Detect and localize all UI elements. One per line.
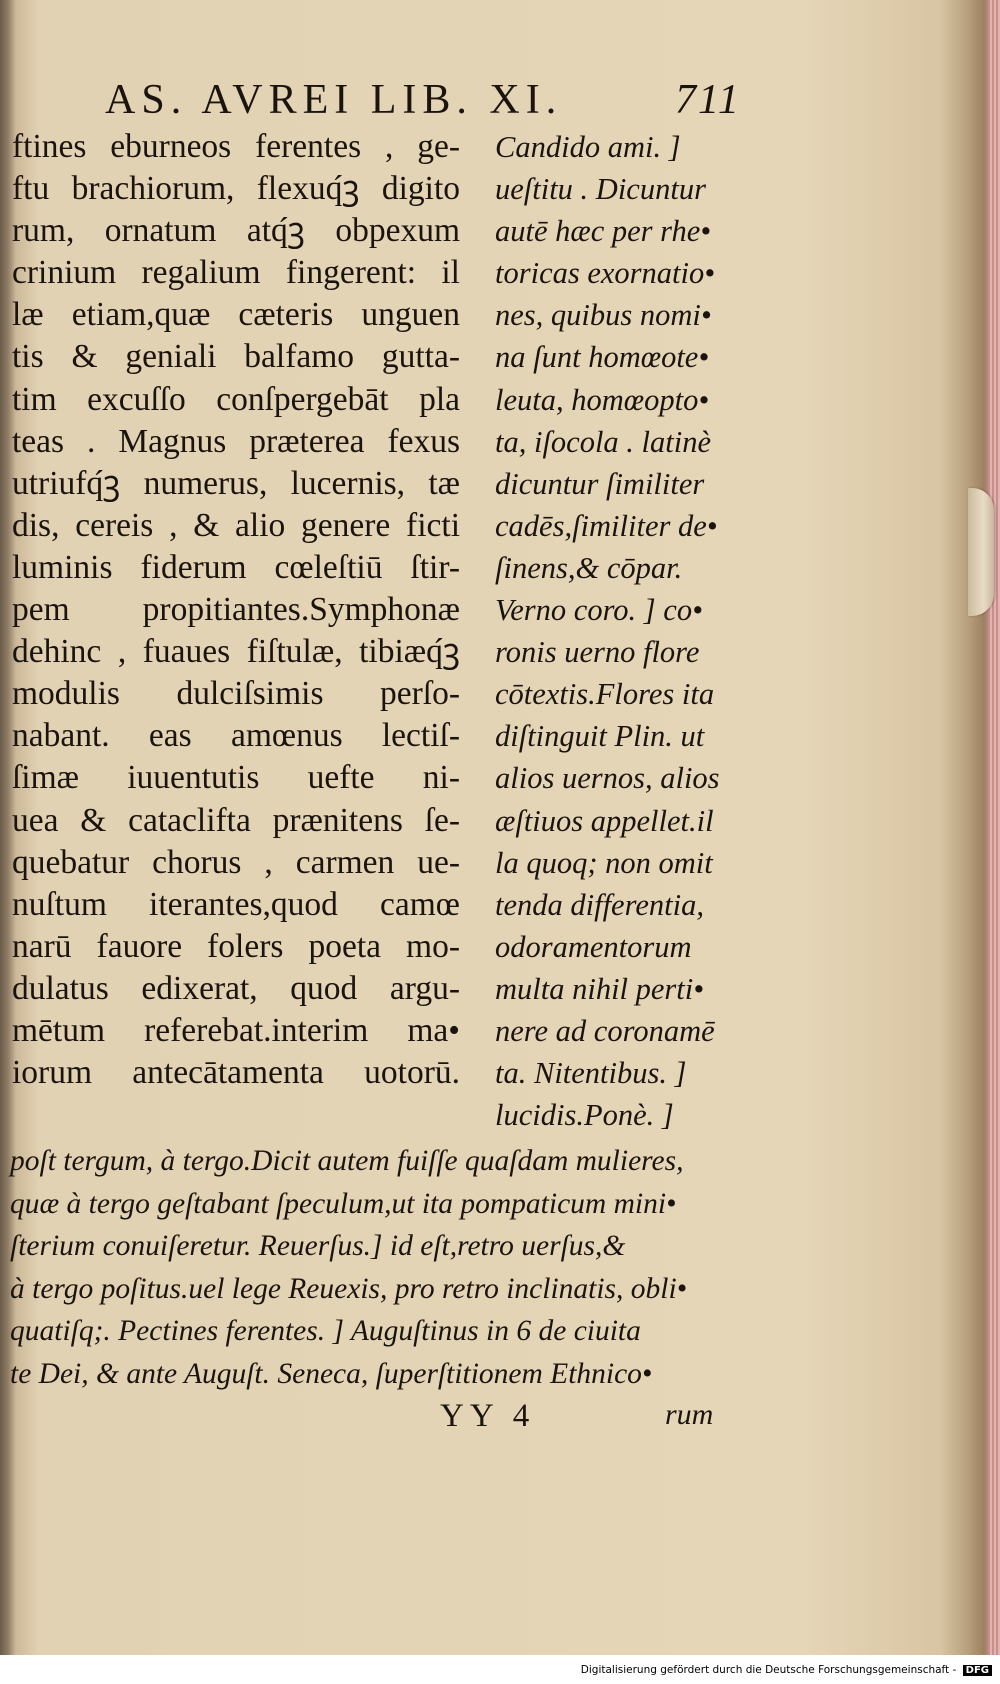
bottom-commentary-line: à tergo poſitus.uel lege Reuexis, pro retro inclinatis, obli•	[10, 1272, 687, 1305]
digitization-credit	[581, 1664, 992, 1676]
bottom-commentary-line: quatiſq;. Pectines ferentes. ] Auguſtinus in 6 de ciuita	[10, 1315, 641, 1347]
commentary-line: multa nihil perti•	[495, 971, 704, 1006]
main-text-line: dulatus edixerat, quod argu-	[12, 969, 460, 1007]
main-text-line: ftines eburneos ferentes , ge-	[12, 128, 460, 165]
main-text-line: luminis fiderum cœleſtiū ſtir-	[12, 548, 460, 586]
page-tab-marker	[968, 488, 994, 616]
main-text-line: narū fauore folers poeta mo-	[12, 927, 460, 965]
main-text-line: modulis dulciſsimis perſo-	[12, 675, 460, 713]
bottom-commentary	[10, 1140, 730, 1395]
main-text-line: pem propitiantes.Symphonæ	[12, 591, 460, 629]
commentary-line: la quoq; non omit	[495, 845, 713, 880]
main-text-line: ftu brachiorum, flexuq́ꝫ digito	[12, 170, 460, 208]
commentary-line: cadēs,ſimiliter de•	[495, 508, 718, 543]
commentary-line: tenda differentia,	[495, 887, 704, 922]
commentary-line: ronis uerno flore	[495, 635, 700, 670]
commentary-line: dicuntur ſimiliter	[495, 466, 705, 501]
commentary-line: alios uernos, alios	[495, 761, 720, 796]
main-text-line: dehinc , fuaues fiſtulæ, tibiæq́ꝫ	[12, 633, 460, 671]
page-header	[105, 76, 765, 126]
commentary-line: Verno coro. ] co•	[495, 593, 703, 628]
main-text-line: nuſtum iterantes,quod camœ	[12, 885, 460, 923]
bottom-commentary-line: ſterium conuiſeretur. Reuerſus.] id eſt,retro uerſus,&	[10, 1230, 626, 1262]
page-number: 711	[675, 77, 741, 123]
main-text-line: læ etiam,quæ cæteris unguen	[12, 296, 460, 334]
main-text-line: tim excuſſo conſpergebāt pla	[12, 380, 460, 418]
running-title: AS. AVREI LIB. XI.	[105, 77, 563, 123]
commentary-line: ta, iſocola . latinè	[495, 424, 712, 459]
bottom-commentary-line: quæ à tergo geſtabant ſpeculum,ut ita pompaticum mini•	[10, 1187, 677, 1220]
commentary-line: ta. Nitentibus. ]	[495, 1056, 687, 1091]
main-text-line: teas . Magnus præterea fexus	[12, 422, 460, 460]
main-text-line: crinium regalium fingerent: il	[12, 254, 460, 292]
bottom-commentary-line: te Dei, & ante Auguſt. Seneca, ſuperſtitionem Ethnico•	[10, 1357, 653, 1390]
main-text-line: mētum referebat.interim ma•	[12, 1011, 460, 1049]
main-text-column	[12, 126, 460, 1094]
commentary-line: toricas exornatio•	[495, 256, 715, 291]
commentary-line: æſtiuos appellet.il	[495, 803, 714, 838]
commentary-line: ſinens,& cōpar.	[495, 550, 683, 585]
main-text-line: iorum antecātamenta uotorū.	[12, 1054, 460, 1092]
main-text-line: uea & cataclifta prænitens ſe-	[12, 801, 460, 839]
main-text-line: ſimæ iuuentutis uefte ni-	[12, 759, 460, 797]
commentary-line: diſtinguit Plin. ut	[495, 719, 705, 754]
bottom-commentary-line: poſt tergum, à tergo.Dicit autem fuiſſe quaſdam mulieres,	[10, 1145, 684, 1177]
commentary-line: ueſtitu . Dicuntur	[495, 172, 706, 207]
main-text-line: utriufq́ꝫ numerus, lucernis, tæ	[12, 464, 460, 502]
commentary-line: autē hæc per rhe•	[495, 214, 711, 249]
catchword: rum	[665, 1398, 714, 1431]
main-text-line: dis, cereis , & alio genere ficti	[12, 506, 460, 544]
main-text-line: tis & geniali balfamo gutta-	[12, 338, 460, 376]
main-text-line: quebatur chorus , carmen ue-	[12, 843, 460, 881]
page-edge	[988, 0, 1000, 1655]
commentary-line: Candido ami. ]	[495, 130, 681, 164]
side-commentary-column	[495, 126, 743, 1136]
signature-mark: YY 4	[440, 1398, 536, 1434]
commentary-line: nes, quibus nomi•	[495, 298, 712, 333]
dfg-logo: DFG	[963, 1665, 992, 1676]
main-text-line: nabant. eas amœnus lectiſ-	[12, 717, 460, 755]
commentary-line: odoramentorum	[495, 929, 692, 964]
commentary-line: nere ad coronamē	[495, 1013, 715, 1048]
commentary-line: na ſunt homœote•	[495, 340, 710, 375]
main-text-line: rum, ornatum atq́ꝫ obpexum	[12, 212, 460, 250]
commentary-line: lucidis.Ponè. ]	[495, 1098, 674, 1133]
commentary-line: leuta, homœopto•	[495, 382, 710, 417]
credit-text: Digitalisierung gefördert durch die Deutsche Forschungsgemeinschaft -	[580, 1664, 957, 1676]
commentary-line: cōtextis.Flores ita	[495, 677, 715, 712]
